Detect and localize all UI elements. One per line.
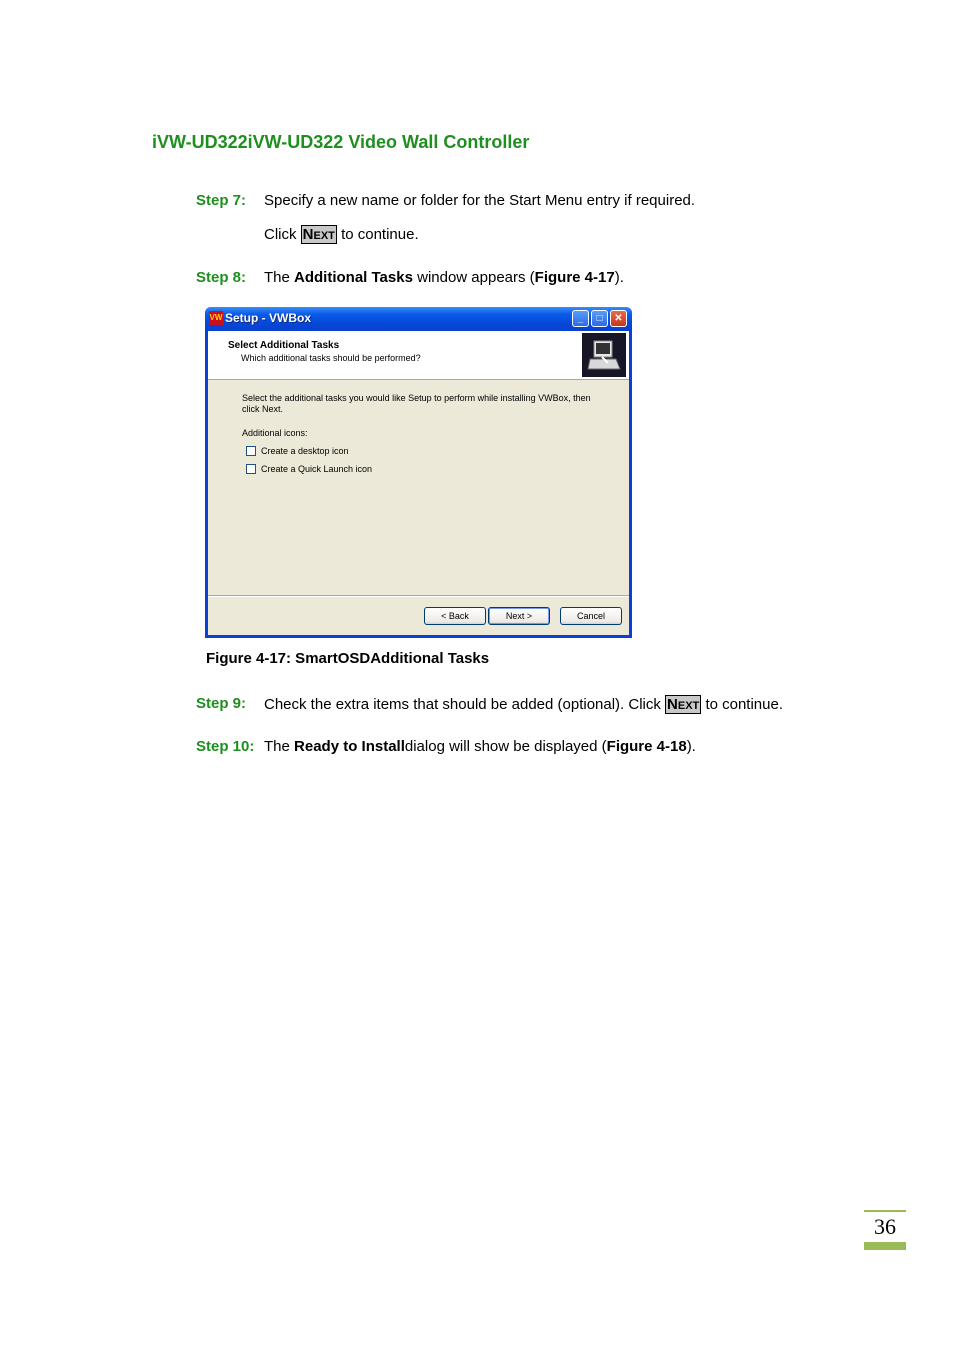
additional-icons-label: Additional icons:	[242, 428, 308, 438]
step-7-line2	[264, 225, 419, 244]
close-button[interactable]: ✕	[610, 310, 627, 327]
step-9-pre: Check the extra items that should be added (optional). Click	[264, 696, 666, 713]
wizard-header-subtitle: Which additional tasks should be performed?	[241, 353, 421, 363]
wizard-header	[208, 331, 629, 380]
minimize-button[interactable]: _	[572, 310, 589, 327]
dialog-titlebar[interactable]	[205, 307, 632, 331]
step-8-text	[264, 269, 624, 286]
step-7-label: Step 7:	[196, 192, 247, 209]
vw-app-icon: VW	[209, 311, 223, 325]
setup-dialog	[205, 307, 632, 638]
step-9-post: to continue.	[701, 696, 784, 713]
step-7-text: Specify a new name or folder for the Start Menu entry if required.	[264, 192, 696, 209]
step-10-dialog-name: Ready to Install	[294, 738, 405, 755]
next-button[interactable]: Next >	[488, 607, 550, 625]
step-10-mid: dialog will show be displayed (	[404, 738, 607, 755]
page-number-top-rule	[864, 1210, 906, 1212]
step-8-figure-ref: Figure 4-17	[534, 269, 615, 286]
step-10-text	[264, 738, 696, 755]
step-8-window-name: Additional Tasks	[294, 269, 413, 286]
page-number: 36	[874, 1214, 896, 1239]
desktop-icon-checkbox[interactable]	[246, 446, 256, 456]
step-10-figure-ref: Figure 4-18	[606, 738, 687, 755]
step-7-click-text: Click	[264, 226, 301, 243]
footer-divider	[208, 595, 629, 597]
quick-launch-checkbox-label[interactable]: Create a Quick Launch icon	[261, 464, 373, 474]
step-9-text	[264, 695, 783, 714]
wizard-header-title: Select Additional Tasks	[228, 340, 340, 351]
step-10-label: Step 10:	[196, 738, 255, 755]
setup-computer-icon	[582, 333, 626, 377]
figure-caption: Figure 4-17: SmartOSDAdditional Tasks	[206, 650, 490, 667]
back-button[interactable]: < Back	[424, 607, 486, 625]
cancel-button[interactable]: Cancel	[560, 607, 622, 625]
step-10-post: ).	[686, 738, 696, 755]
step-8-label: Step 8:	[196, 269, 247, 286]
next-key-label: Next	[302, 226, 335, 243]
page-number-box	[864, 1210, 906, 1250]
step-8-mid: window appears (	[412, 269, 535, 286]
maximize-button[interactable]: □	[591, 310, 608, 327]
page-number-bottom-bar	[864, 1242, 906, 1250]
instructions-line-1: Select the additional tasks you would like Setup to perform while installing VWBox, then	[242, 393, 591, 403]
desktop-icon-checkbox-label[interactable]: Create a desktop icon	[261, 446, 349, 456]
quick-launch-checkbox[interactable]	[246, 464, 256, 474]
instructions-line-2: click Next.	[242, 404, 284, 414]
dialog-title: Setup - VWBox	[225, 311, 311, 325]
step-9-label: Step 9:	[196, 695, 247, 712]
step-7-continue-text: to continue.	[336, 226, 419, 243]
page-header-title: iVW-UD322iVW-UD322 Video Wall Controller	[152, 132, 530, 152]
step-10-pre: The	[264, 738, 295, 755]
step-8-pre: The	[264, 269, 295, 286]
step-8-post: ).	[614, 269, 624, 286]
next-key-label: Next	[667, 696, 700, 713]
